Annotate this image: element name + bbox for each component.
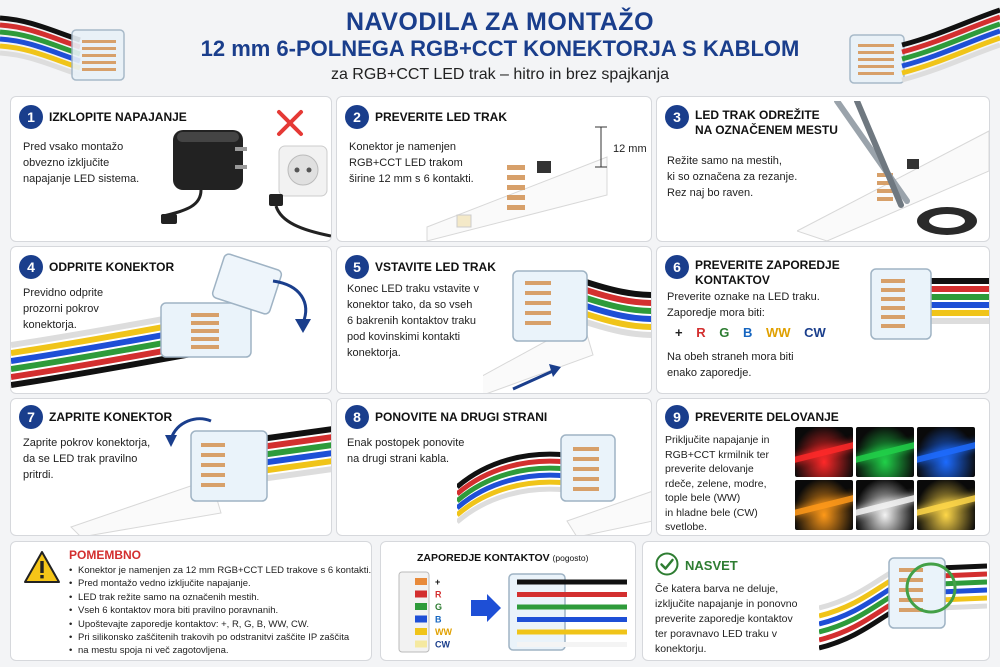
connector-closeup-illustration <box>853 267 990 377</box>
step-card-8 <box>336 398 652 536</box>
step-title: LED TRAK ODREŽITE NA OZNAČENEM MESTU <box>695 108 838 137</box>
led-strip-glow <box>795 441 853 464</box>
step-number-badge: 5 <box>345 255 369 279</box>
list-item: • LED trak režite samo na označenih mestih. <box>69 591 372 604</box>
step-text: Enak postopek ponovite na drugi strani kabla. <box>347 437 465 465</box>
contact-pad <box>415 603 427 610</box>
led-strip-glow <box>917 494 975 517</box>
led-color-test-grid <box>795 427 975 531</box>
connector-decoration-left <box>0 0 180 90</box>
led-strip-glow <box>917 441 975 464</box>
step-number-badge: 1 <box>19 105 43 129</box>
step-number-badge: 2 <box>345 105 369 129</box>
step-text: Režite samo na mestih, ki so označena za rezanje. Rez naj bo raven. <box>667 155 798 199</box>
list-item-continuation: • na mestu spoja ni več zagotovljena. <box>69 644 372 657</box>
open-connector-illustration <box>11 253 332 394</box>
tip-card <box>642 541 990 661</box>
step-card-7 <box>10 398 332 536</box>
width-dimension-label: 12 mm <box>613 143 647 155</box>
step-number-badge: 8 <box>345 405 369 429</box>
step-card-6 <box>656 246 990 394</box>
closed-connector-illustration <box>51 409 332 536</box>
both-sides-illustration <box>457 421 652 536</box>
step-number-badge: 6 <box>665 255 689 279</box>
step-card-1 <box>10 96 332 242</box>
step-card-9 <box>656 398 990 536</box>
step-title: IZKLOPITE NAPAJANJE <box>49 110 187 124</box>
contact-label: B <box>435 614 442 625</box>
power-adapter-illustration <box>161 102 331 240</box>
contact-label-ww: WW <box>766 325 791 340</box>
step-card-2 <box>336 96 652 242</box>
step-card-3 <box>656 96 990 242</box>
contact-sequence-labels <box>675 325 836 340</box>
warning-icon <box>23 550 61 584</box>
contact-label-cw: CW <box>804 325 826 340</box>
contact-label-b: B <box>742 325 753 340</box>
step-text: Konec LED traku vstavite v konektor tako, da so vseh 6 bakrenih kontaktov traku pod kovinskimi kontakti konektorja. <box>347 283 480 359</box>
step-card-4 <box>10 246 332 394</box>
step-title: ODPRITE KONEKTOR <box>49 260 175 274</box>
step-text: Konektor je namenjen RGB+CCT LED trakom širine 12 mm s 6 kontakti. <box>349 141 474 185</box>
important-list <box>69 564 372 658</box>
contact-label: G <box>435 602 443 612</box>
led-strip-illustration <box>407 117 612 241</box>
list-item: • Vseh 6 kontaktov mora biti pravilno poravnanih. <box>69 604 372 617</box>
list-item: • Pred montažo vedno izklјučite napajanje. <box>69 577 372 590</box>
led-test-cell <box>856 427 914 477</box>
step-title: ZAPRITE KONEKTOR <box>49 410 173 424</box>
checkmark-icon <box>655 552 679 576</box>
led-test-cell <box>795 427 853 477</box>
step-title: PONOVITE NA DRUGI STRANI <box>375 410 548 424</box>
contact-label: R <box>435 589 442 600</box>
list-item: • Konektor je namenjen za 12 mm RGB+CCT LED trakove s 6 kontakti. <box>69 564 372 577</box>
led-strip-glow <box>856 441 914 464</box>
step-title: PREVERITE LED TRAK <box>375 110 508 124</box>
page-title: NAVODILA ZA MONTAŽO <box>345 8 655 36</box>
step-number-badge: 4 <box>19 255 43 279</box>
step-title: VSTAVITE LED TRAK <box>375 260 496 274</box>
step-card-5 <box>336 246 652 394</box>
led-strip-glow <box>856 494 914 517</box>
scissors-illustration <box>797 101 989 241</box>
sequence-diagram <box>391 570 631 656</box>
contact-pad <box>415 628 427 635</box>
led-strip-glow <box>795 494 853 517</box>
step-title: PREVERITE DELOVANJE <box>695 410 839 424</box>
step-text-bottom: Na obeh straneh mora biti enako zaporedje. <box>667 351 794 379</box>
step-text: Preverite oznake na LED traku. Zaporedje mora biti: <box>667 291 820 319</box>
contact-pad <box>415 641 427 648</box>
step-text: Pred vsako montažo obvezno izklјučite napajanje LED sistema. <box>23 141 140 185</box>
tip-text: Če katera barva ne deluje, izklјučite napajanje in ponovno preverite zaporedje kontaktov ter poravnavo LED traku v konektorju. <box>655 583 798 655</box>
connector-decoration-right <box>830 0 1000 90</box>
step-number-badge: 7 <box>19 405 43 429</box>
contact-label: CW <box>435 639 450 650</box>
sequence-title: ZAPOREDJE KONTAKTOV (pogosto) <box>417 552 589 564</box>
contact-label-g: G <box>719 325 730 340</box>
page-subtitle-bold: 12 mm 6-POLNEGA RGB+CCT KONEKTORJA S KABLOM <box>200 36 800 61</box>
tip-connector-illustration <box>819 548 987 658</box>
arrow-right-icon <box>471 594 501 622</box>
contact-label-r: R <box>696 325 706 340</box>
x-mark-icon <box>279 112 301 134</box>
contact-pad <box>415 578 427 585</box>
contact-pad <box>415 616 427 623</box>
step-number-badge: 9 <box>665 405 689 429</box>
important-notes-card <box>10 541 372 661</box>
important-title: POMEMBNO <box>69 548 141 562</box>
tip-title: NASVET <box>685 558 738 573</box>
insert-strip-illustration <box>483 251 652 394</box>
contact-sequence-card <box>380 541 636 661</box>
contact-pad <box>415 591 427 598</box>
contact-label: WW <box>435 627 452 637</box>
step-number-badge: 3 <box>665 105 689 129</box>
step-text: Priključite napajanje in RGB+CCT krmilnik ter preverite delovanje rdeče, zelene, modre, tople bele (WW) in hladne bele (CW) svetlobe. <box>665 434 770 533</box>
step-title: PREVERITE ZAPOREDJE KONTAKTOV <box>695 258 840 287</box>
led-test-cell <box>917 480 975 530</box>
led-test-cell <box>856 480 914 530</box>
led-test-cell <box>795 480 853 530</box>
contact-label: + <box>435 577 441 587</box>
step-text: Previdno odprite prozorni pokrov konektorja. <box>23 287 104 331</box>
page-subtitle: za RGB+CCT LED trak – hitro in brez spajkanja <box>330 66 670 83</box>
contact-label-plus: + <box>675 325 683 340</box>
list-item: • Pri silikonsko zaščitenih trakovih po odstranitvi zaščite IP zaščita <box>69 631 372 644</box>
list-item: • Upoštevajte zaporedje kontaktov: +, R, G, B, WW, CW. <box>69 618 372 631</box>
led-test-cell <box>917 427 975 477</box>
step-text: Zaprite pokrov konektorja, da se LED trak pravilno pritrdi. <box>23 437 151 481</box>
